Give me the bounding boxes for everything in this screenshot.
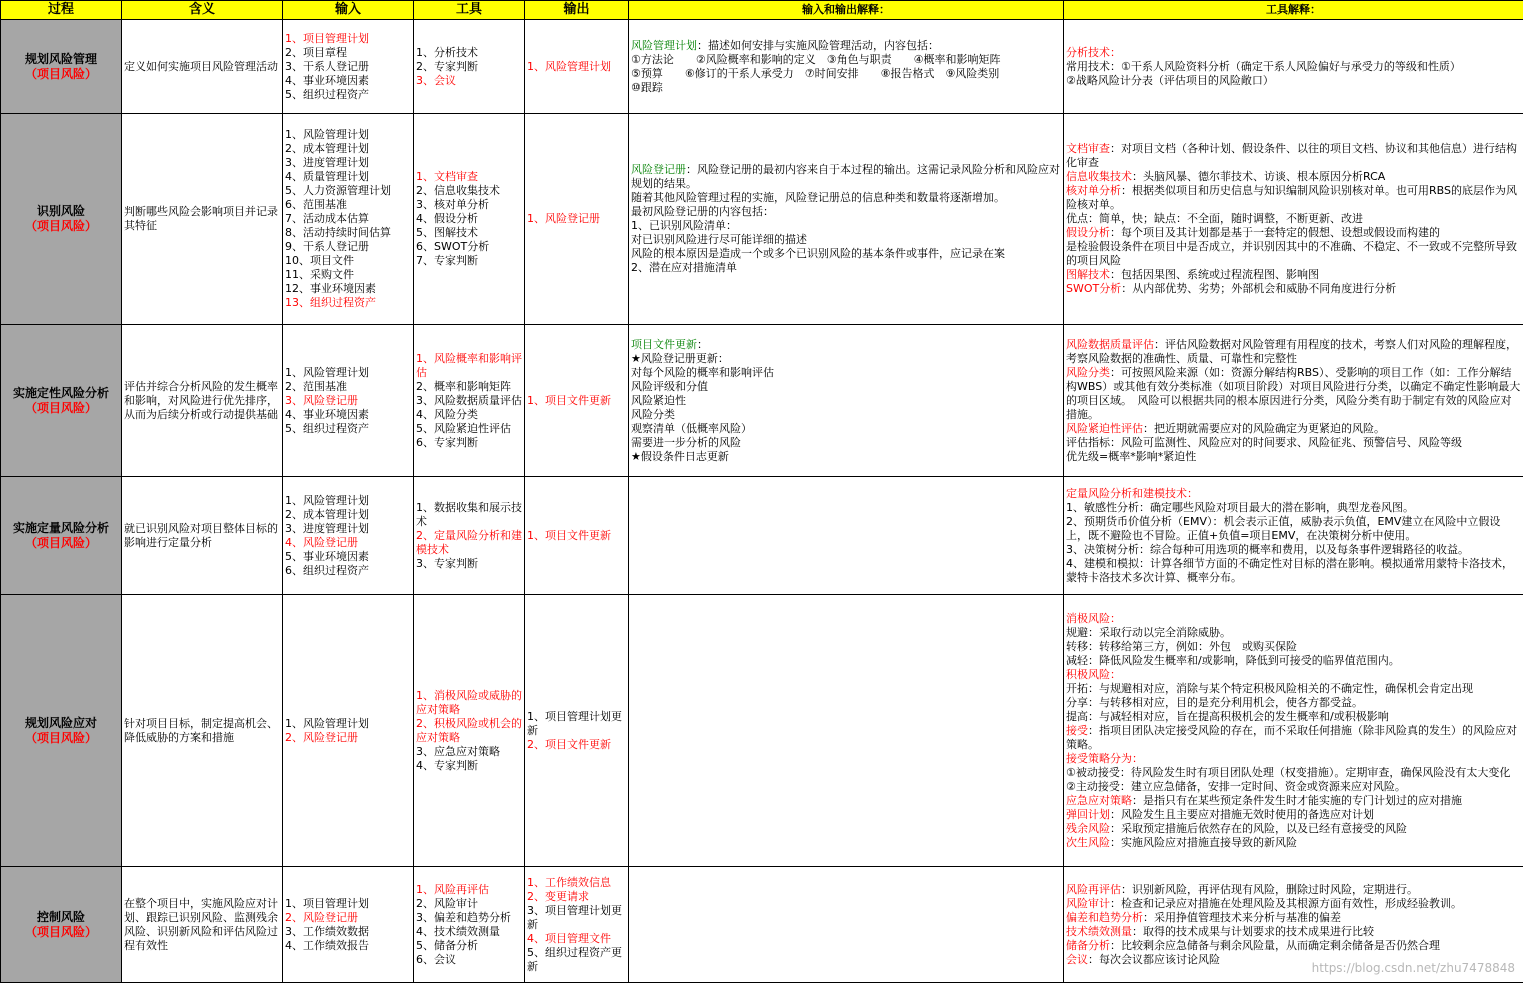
header-tool-explain: 工具解释： [1064,1,1523,20]
input-item: 3、进度管理计划 [285,156,369,169]
io-explain-cell [629,867,1064,983]
output-cell [525,20,629,114]
tool-explain-line [1066,557,1521,585]
table-row [1,114,1523,325]
tool-item: 2、信息收集技术 [416,184,500,197]
io-explain-segment: ：描述如何安排与实施风险管理活动，内容包括： [697,38,939,52]
tool-explain-segment: SWOT分析 [1066,282,1122,295]
tool-item: 3、风险数据质量评估 [416,393,522,407]
output-item: 2、变更请求 [527,889,589,903]
header-io-explain: 输入和输出解释： [629,1,1064,20]
output-item: 1、项目文件更新 [527,528,611,542]
tool-explain-segment: ：评估风险数据对风险管理有用程度的技术，考察人们对风险的理解程度，考察风险数据的准确性、质量、可靠性和完整性 [1066,337,1517,365]
tool-cell [414,114,525,325]
input-item: 5、组织过程资产 [285,421,369,435]
tool-explain-line [1066,142,1521,170]
input-item: 1、风险管理计划 [285,128,369,141]
io-explain-line [631,219,1061,233]
process-cell [1,325,122,477]
meaning-cell [122,595,283,867]
tool-cell [414,20,525,114]
io-explain-segment: 风险管理计划 [631,38,697,52]
io-explain-line [631,366,1061,380]
watermark: https://blog.csdn.net/zhu7478848 [1311,961,1515,975]
io-explain-line [631,67,1061,81]
process-name: 识别风险 [36,204,85,218]
output-item: 4、项目管理文件 [527,931,611,945]
input-item: 2、范围基准 [285,379,347,393]
tool-explain-line [1066,883,1521,897]
tool-explain-line [1066,487,1521,501]
output-item: 1、风险管理计划 [527,59,611,73]
knowledge-area: （项目风险） [24,924,97,939]
io-explain-line [631,380,1061,394]
tool-explain-segment: 风险审计 [1066,896,1110,910]
tool-explain-line [1066,184,1521,212]
io-explain-segment: 风险评级和分值 [631,379,708,393]
io-explain-segment: 需要进一步分析的风险 [631,435,741,449]
io-explain-line [631,394,1061,408]
tool-item: 3、核对单分析 [416,198,489,211]
tool-item: 5、图解技术 [416,226,478,239]
tool-explain-line [1066,543,1521,557]
process-name: 规划风险管理 [24,51,97,66]
io-explain-line [631,53,1061,67]
input-item: 3、工作绩效数据 [285,924,369,938]
io-explain-line [631,352,1061,366]
output-item: 1、项目管理计划更新 [527,709,622,737]
tool-item: 2、专家判断 [416,59,478,73]
tool-cell [414,867,525,983]
io-explain-segment: 风险的根本原因是造成一个或多个已识别风险的基本条件或事件，应记录在案 [631,247,1005,260]
io-explain-cell [629,477,1064,595]
tool-explain-segment: 文档审查 [1066,142,1110,155]
input-item: 5、组织过程资产 [285,87,369,101]
input-item: 2、风险登记册 [285,910,358,924]
tool-explain-segment: 优点：简单，快；缺点：不全面，随时调整，不断更新、改进 [1066,212,1363,225]
process-name: 实施定量风险分析 [12,520,109,535]
input-item: 1、风险管理计划 [285,365,369,379]
tool-explain-line [1066,654,1521,668]
output-item: 1、项目文件更新 [527,393,611,407]
tool-explain-cell [1064,114,1523,325]
tool-item: 6、SWOT分析 [416,240,490,253]
tool-explain-segment: 消极风险： [1066,611,1121,625]
tool-explain-segment: ②战略风险计分表（评估项目的风险敞口） [1066,73,1274,87]
input-item: 11、采购文件 [285,268,354,281]
output-item: 3、项目管理计划更新 [527,903,622,931]
io-explain-line [631,39,1061,53]
tool-explain-segment: ：是指只有在某些预定条件发生时才能实施的专门计划过的应对措施 [1132,793,1462,807]
tool-explain-segment: ：可按照风险来源（如：资源分解结构RBS）、受影响的项目工作（如：工作分解结构WBS）或其他有效分类标准（如项目阶段）对项目风险进行分类，以确定不确定性影响最大的项目区域。 风险可以根据共同的根本原因进行分类，风险分类有助于制定有效的风险应对措施。 [1066,365,1521,421]
input-cell [283,595,414,867]
tool-explain-line [1066,366,1521,422]
io-explain-cell [629,595,1064,867]
input-item: 3、风险登记册 [285,393,358,407]
io-explain-segment: 2、潜在应对措施清单 [631,261,737,274]
tool-item: 1、消极风险或威胁的应对策略 [416,688,522,716]
tool-explain-line [1066,436,1521,450]
tool-explain-segment: ：指项目团队决定接受风险的存在，而不采取任何措施（除非风险真的发生）的风险应对策略。 [1066,723,1517,751]
header-meaning: 含义 [122,1,283,20]
table-row [1,867,1523,983]
tool-explain-segment: 减轻：降低风险发生概率和/或影响，降低到可接受的临界值范围内。 [1066,653,1400,667]
tool-explain-segment: 图解技术 [1066,268,1110,281]
meaning-text: 针对项目目标，制定提高机会、降低威胁的方案和措施 [124,716,278,744]
tool-explain-line [1066,836,1521,850]
tool-explain-line [1066,696,1521,710]
output-cell [525,477,629,595]
input-item: 2、成本管理计划 [285,507,369,521]
tool-explain-segment: ：根据类似项目和历史信息与知识编制风险识别核对单。也可用RBS的底层作为风险核对单。 [1066,184,1517,211]
tool-explain-segment: 假设分析 [1066,226,1110,239]
tool-explain-segment: ：检查和记录应对措施在处理风险及其根源方面有效性，形成经验教训。 [1110,896,1462,910]
meaning-cell [122,114,283,325]
tool-item: 3、偏差和趋势分析 [416,910,511,924]
tool-explain-line [1066,911,1521,925]
tool-item: 6、会议 [416,952,456,966]
tool-explain-segment: 常用技术：①干系人风险资料分析（确定干系人风险偏好与承受力的等级和性质） [1066,59,1461,73]
io-explain-segment: ⑩跟踪 [631,80,663,94]
tool-explain-segment: 残余风险 [1066,821,1110,835]
input-item: 13、组织过程资产 [285,296,376,309]
io-explain-line [631,261,1061,275]
output-cell [525,325,629,477]
tool-item: 5、储备分析 [416,938,478,952]
tool-explain-line [1066,897,1521,911]
tool-explain-segment: 转移：转移给第三方，例如：外包 或购买保险 [1066,639,1297,653]
io-explain-segment: ★假设条件日志更新 [631,449,729,463]
input-cell [283,325,414,477]
io-explain-segment: ⑤预算 ⑥修订的干系人承受力 ⑦时间安排 ⑧报告格式 ⑨风险类别 [631,66,1000,80]
process-name: 实施定性风险分析 [12,385,109,400]
tool-explain-line [1066,268,1521,282]
output-item: 1、工作绩效信息 [527,875,611,889]
process-name: 规划风险应对 [24,715,97,730]
tool-explain-segment: ：比较剩余应急储备与剩余风险量，从而确定剩余储备是否仍然合理 [1110,938,1440,952]
tool-explain-segment: 会议 [1066,952,1088,966]
tool-explain-segment: 规避：采取行动以完全消除威胁。 [1066,625,1231,639]
tool-explain-line [1066,925,1521,939]
tool-item: 3、应急应对策略 [416,744,500,758]
io-explain-segment: 对已识别风险进行尽可能详细的描述 [631,233,807,246]
tool-explain-segment: 核对单分析 [1066,184,1121,197]
io-explain-segment: 最初风险登记册的内容包括： [631,205,774,218]
tool-explain-segment: 2、预期货币价值分析（EMV）：机会表示正值，威胁表示负值，EMV建立在风险中立假设上，既不避险也不冒险。正值+负值=项目EMV，在决策树分析中使用。 [1066,514,1501,542]
io-explain-line [631,81,1061,95]
tool-explain-segment: 是检验假设条件在项目中是否成立，并识别因其中的不准确、不稳定、不一致或不完整所导致的项目风险 [1066,240,1517,267]
input-item: 6、范围基准 [285,198,347,211]
tool-explain-cell [1064,20,1523,114]
io-explain-segment: 随着其他风险管理过程的实施，风险登记册总的信息种类和数量将逐渐增加。 [631,191,1005,204]
tool-explain-segment: ：采用挣值管理技术来分析与基准的偏差 [1143,910,1341,924]
input-item: 5、人力资源管理计划 [285,184,391,197]
meaning-cell [122,20,283,114]
meaning-text: 定义如何实施项目风险管理活动 [124,59,278,73]
tool-item: 3、专家判断 [416,556,478,570]
process-cell [1,595,122,867]
tool-explain-segment: 风险紧迫性评估 [1066,421,1143,435]
tool-item: 2、积极风险或机会的应对策略 [416,716,522,744]
knowledge-area: （项目风险） [24,219,97,233]
io-explain-line [631,163,1061,191]
meaning-text: 评估并综合分析风险的发生概率和影响，对风险进行优先排序，从而为后续分析或行动提供基础 [124,379,278,421]
tool-explain-segment: 1、敏感性分析：确定哪些风险对项目最大的潜在影响，典型龙卷风图。 [1066,500,1414,514]
tool-explain-segment: 次生风险 [1066,835,1110,849]
input-cell [283,114,414,325]
input-item: 1、项目管理计划 [285,896,369,910]
process-cell [1,867,122,983]
tool-explain-segment: 提高：与减轻相对应，旨在提高积极机会的发生概率和/或积极影响 [1066,709,1389,723]
tool-explain-cell [1064,325,1523,477]
output-cell [525,114,629,325]
tool-explain-segment: 应急应对策略 [1066,793,1132,807]
tool-explain-line [1066,640,1521,654]
io-explain-line [631,408,1061,422]
tool-explain-segment: 风险再评估 [1066,882,1121,896]
io-explain-line [631,191,1061,205]
io-explain-segment: 项目文件更新 [631,337,697,351]
io-explain-segment: ： [697,337,708,351]
tool-explain-line [1066,501,1521,515]
knowledge-area: （项目风险） [24,66,97,81]
io-explain-line [631,436,1061,450]
tool-explain-line [1066,724,1521,752]
meaning-text: 就已识别风险对项目整体目标的影响进行定量分析 [124,521,278,549]
tool-explain-cell [1064,477,1523,595]
tool-explain-segment: 风险分类 [1066,365,1110,379]
input-item: 4、工作绩效报告 [285,938,369,952]
tool-explain-segment: ：采取预定措施后依然存在的风险，以及已经有意接受的风险 [1110,821,1407,835]
meaning-text: 在整个项目中，实施风险应对计划、跟踪已识别风险、监测残余风险、识别新风险和评估风险过程有效性 [124,896,278,952]
input-item: 2、成本管理计划 [285,142,369,155]
table-row [1,477,1523,595]
tool-explain-segment: ：把近期就需要应对的风险确定为更紧迫的风险。 [1143,421,1385,435]
tool-explain-segment: ：取得的技术成果与计划要求的技术成果进行比较 [1132,924,1374,938]
io-explain-segment: 风险紧迫性 [631,393,686,407]
tool-explain-line [1066,939,1521,953]
tool-item: 6、专家判断 [416,435,478,449]
tool-item: 4、技术绩效测量 [416,924,500,938]
io-explain-segment: 风险分类 [631,407,675,421]
tool-explain-segment: ：识别新风险，再评估现有风险，删除过时风险，定期进行。 [1121,882,1418,896]
output-cell [525,595,629,867]
tool-item: 1、风险概率和影响评估 [416,351,522,379]
input-item: 1、风险管理计划 [285,716,369,730]
process-name: 控制风险 [36,909,85,924]
tool-explain-segment: 评估指标：风险可监测性、风险应对的时间要求、风险征兆、预警信号、风险等级 [1066,435,1462,449]
tool-explain-segment: 接受策略分为： [1066,751,1143,765]
process-cell [1,477,122,595]
input-item: 7、活动成本估算 [285,212,369,225]
tool-explain-segment: ：每次会议都应该讨论风险 [1088,952,1220,966]
io-explain-line [631,422,1061,436]
meaning-cell [122,867,283,983]
tool-explain-segment: ：头脑风暴、德尔菲技术、访谈、根本原因分析RCA [1132,170,1386,183]
output-item: 2、项目文件更新 [527,737,611,751]
tool-explain-segment: 接受 [1066,723,1088,737]
tool-explain-line [1066,212,1521,226]
tool-item: 1、分析技术 [416,45,478,59]
tool-explain-segment: 储备分析 [1066,938,1110,952]
tool-item: 3、会议 [416,73,456,87]
tool-item: 4、专家判断 [416,758,478,772]
io-explain-segment: ：风险登记册的最初内容来自于本过程的输出。这需记录风险分析和风险应对规划的结果。 [631,163,1060,190]
io-explain-segment: ①方法论 ②风险概率和影响的定义 ③角色与职责 ④概率和影响矩阵 [631,52,1001,66]
tool-explain-segment: ：风险发生且主要应对措施无效时使用的备选应对计划 [1110,807,1374,821]
header-output: 输出 [525,1,629,20]
tool-explain-line [1066,60,1521,74]
output-cell [525,867,629,983]
tool-explain-line [1066,338,1521,366]
tool-cell [414,325,525,477]
tool-explain-segment: 优先级=概率*影响*紧迫性 [1066,449,1197,463]
tool-item: 5、风险紧迫性评估 [416,421,511,435]
tool-explain-line [1066,46,1521,60]
table-row [1,595,1523,867]
tool-explain-segment: 弹回计划 [1066,807,1110,821]
input-item: 10、项目文件 [285,254,354,267]
tool-item: 2、风险审计 [416,896,478,910]
input-item: 2、风险登记册 [285,730,358,744]
tool-explain-segment: 4、建模和模拟：计算各细节方面的不确定性对目标的潜在影响。模拟通常用蒙特卡洛技术，蒙特卡洛技术多次计算、概率分布。 [1066,556,1513,584]
tool-explain-segment: 技术绩效测量 [1066,924,1132,938]
io-explain-line [631,338,1061,352]
output-item: 5、组织过程资产更新 [527,945,622,973]
tool-explain-line [1066,226,1521,240]
tool-explain-segment: 分析技术： [1066,45,1121,59]
tool-item: 1、数据收集和展示技术 [416,500,522,528]
tool-item: 4、风险分类 [416,407,478,421]
table-row [1,325,1523,477]
input-item: 2、项目章程 [285,45,347,59]
tool-item: 4、假设分析 [416,212,478,225]
tool-explain-line [1066,450,1521,464]
tool-explain-segment: ：包括因果图、系统或过程流程图、影响图 [1110,268,1319,281]
tool-explain-line [1066,240,1521,268]
input-cell [283,867,414,983]
header-row [1,1,1523,20]
tool-cell [414,477,525,595]
tool-explain-line [1066,422,1521,436]
tool-explain-line [1066,752,1521,766]
table-row [1,20,1523,114]
io-explain-segment: 风险登记册 [631,163,686,176]
knowledge-area: （项目风险） [24,535,97,550]
input-item: 4、事业环境因素 [285,407,369,421]
tool-explain-segment: ：实施风险应对措施直接导致的新风险 [1110,835,1297,849]
tool-explain-segment: 3、决策树分析：综合每种可用选项的概率和费用，以及每条事件逻辑路径的收益。 [1066,542,1469,556]
tool-item: 1、文档审查 [416,170,478,183]
tool-explain-segment: 积极风险： [1066,667,1121,681]
tool-item: 2、定量风险分析和建模技术 [416,528,522,556]
input-item: 3、进度管理计划 [285,521,369,535]
tool-explain-line [1066,74,1521,88]
input-item: 4、事业环境因素 [285,73,369,87]
input-item: 1、风险管理计划 [285,493,369,507]
tool-explain-line [1066,822,1521,836]
tool-explain-line [1066,682,1521,696]
tool-explain-line [1066,710,1521,724]
tool-explain-segment: 分享：与转移相对应，目的是充分利用机会，使各方都受益。 [1066,695,1363,709]
tool-explain-segment: 信息收集技术 [1066,170,1132,183]
tool-item: 2、概率和影响矩阵 [416,379,511,393]
input-item: 4、风险登记册 [285,535,358,549]
meaning-cell [122,325,283,477]
input-item: 9、干系人登记册 [285,240,369,253]
io-explain-segment: ★风险登记册更新： [631,351,729,365]
process-cell [1,114,122,325]
tool-explain-segment: 风险数据质量评估 [1066,337,1154,351]
input-cell [283,477,414,595]
tool-explain-line [1066,794,1521,808]
tool-explain-line [1066,282,1521,296]
tool-explain-line [1066,626,1521,640]
tool-explain-segment: 开拓：与规避相对应，消除与某个特定积极风险相关的不确定性，确保机会肯定出现 [1066,681,1473,695]
input-item: 8、活动持续时间估算 [285,226,391,239]
io-explain-line [631,247,1061,261]
io-explain-line [631,205,1061,219]
tool-explain-cell [1064,595,1523,867]
input-item: 12、事业环境因素 [285,282,376,295]
knowledge-area: （项目风险） [24,730,97,745]
tool-explain-segment: 定量风险分析和建模技术： [1066,486,1198,500]
io-explain-line [631,233,1061,247]
io-explain-segment: 1、已识别风险清单： [631,219,737,232]
tool-cell [414,595,525,867]
tool-explain-segment: ：从内部优势、劣势；外部机会和威胁不同角度进行分析 [1121,282,1397,295]
io-explain-line [631,450,1061,464]
tool-explain-line [1066,668,1521,682]
input-item: 3、干系人登记册 [285,59,369,73]
io-explain-cell [629,20,1064,114]
io-explain-cell [629,325,1064,477]
tool-explain-line [1066,170,1521,184]
tool-explain-line [1066,808,1521,822]
io-explain-segment: 观察清单（低概率风险） [631,421,752,435]
tool-explain-line [1066,515,1521,543]
input-item: 6、组织过程资产 [285,563,369,577]
input-item: 1、项目管理计划 [285,31,369,45]
io-explain-cell [629,114,1064,325]
tool-explain-segment: ：对项目文档（各种计划、假设条件、以往的项目文档、协议和其他信息）进行结构化审查 [1066,142,1517,169]
process-cell [1,20,122,114]
meaning-text: 判断哪些风险会影响项目并记录其特征 [124,205,278,232]
output-item: 1、风险登记册 [527,212,600,225]
tool-explain-line [1066,612,1521,626]
meaning-cell [122,477,283,595]
tool-explain-segment: ①被动接受：待风险发生时有项目团队处理（权变措施）。定期审查，确保风险没有太大变化 ②主动接受：建立应急储备，安排一定时间、资金或资源来应对风险。 [1066,765,1522,793]
header-process: 过程 [1,1,122,20]
knowledge-area: （项目风险） [24,400,97,415]
input-item: 4、质量管理计划 [285,170,369,183]
tool-explain-segment: ：每个项目及其计划都是基于一套特定的假想、设想或假设而构建的 [1110,226,1440,239]
tool-explain-segment: 偏差和趋势分析 [1066,910,1143,924]
input-item: 5、事业环境因素 [285,549,369,563]
tool-item: 7、专家判断 [416,254,478,267]
io-explain-segment: 对每个风险的概率和影响评估 [631,365,774,379]
tool-item: 1、风险再评估 [416,882,489,896]
tool-explain-line [1066,766,1521,794]
input-cell [283,20,414,114]
header-input: 输入 [283,1,414,20]
header-tool: 工具 [414,1,525,20]
